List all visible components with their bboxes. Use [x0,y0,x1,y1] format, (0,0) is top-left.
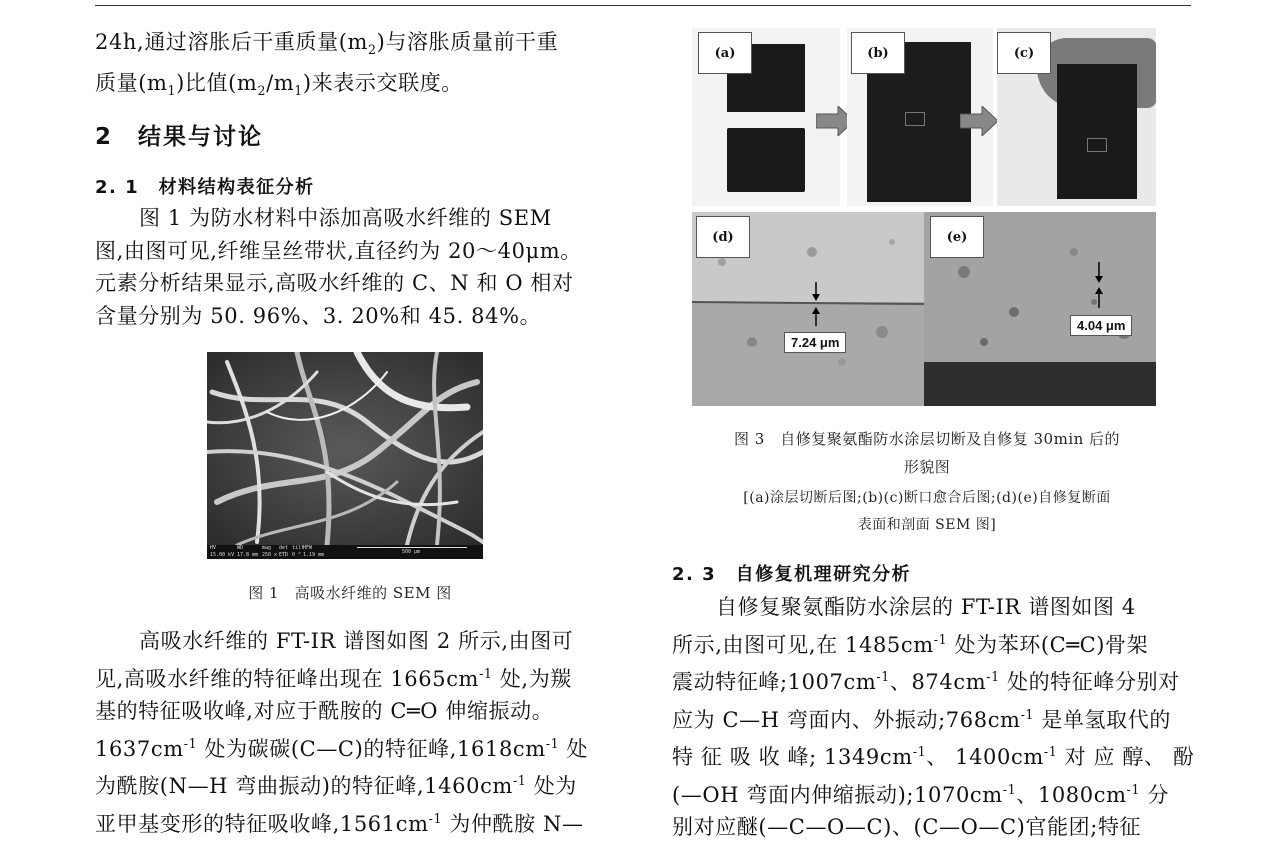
fig3-caption-line2: 形貌图 [903,458,951,476]
sem-scale-bar [357,547,467,548]
measurement-label-e: 4.04 μm [1070,315,1132,336]
panel-b: (b) [847,28,993,206]
paragraph-self-healing: 自修复聚氨酯防水涂层的 FT-IR 谱图如图 4 所示,由图可见,在 $1485cm^{-1}$ 处为苯环(C═C)骨架 震动特征峰$;1007cm^{-1}$、$874cm^{-1}$ 处的特征峰分别对 应为 C—H 弯面内、外振动$;768cm^{-1}$ 是单氢取代的 特 征 吸 收 峰; $1349cm^{-1}$、 $1400cm^{-1}$ 对 应 醇、 酚 (—OH 弯面内伸缩振动)$;1070cm^{-1}$、$1080cm^{-1}$ 分 别对应醚(—C—O—C)、(C—O—C)官能团;特征 [672,595,1195,839]
section-heading: 2 结果与讨论 [95,124,264,150]
subsection-heading-2-3: 2. 3 自修复机理研究分析 [672,564,912,585]
fig3-note-line2: 表面和剖面 SEM 图] [857,517,997,533]
paragraph-fiber-sem: 图 1 为防水材料中添加高吸水纤维的 SEM 图,由图可见,纤维呈丝带状,直径约为 20～40μm。 元素分析结果显示,高吸水纤维的 C、N 和 O 相对 含量分别为 50. 96%、3. 20%和 45. 84%。 [95,206,582,328]
top-rule [95,5,1191,6]
sem-info-bar: HV 15.00 kV WD 17.8 mm mag 250 x det ETD tilt 0 ° HFW 1.19 mm 500 μm [207,545,483,559]
panel-c: (c) [997,28,1156,206]
fig3-note-line1: [(a)涂层切断后图;(b)(c)断口愈合后图;(d)(e)自修复断面 [743,490,1111,506]
panel-e: (e) 4.04 μm [924,212,1156,406]
measurement-label-d: 7.24 μm [784,332,846,353]
paragraph-ftir-fiber: 高吸水纤维的 FT-IR 谱图如图 2 所示,由图可 见,高吸水纤维的特征峰出现在 $1665cm^{-1}$ 处,为羰 基的特征吸收峰,对应于酰胺的 C═O 伸缩振动。 $1637cm^{-1}$ 处为碳碳(C—C)的特征峰$,1618cm^{-1}$ 处 为酰胺(N—H 弯曲振动)的特征峰$,1460cm^{-1}$ 处为 亚甲基变形的特征吸收峰$,1561cm^{-1}$ 为仲酰胺 N— [95,629,589,836]
fig1-sem-image [207,352,483,559]
subsection-heading-2-1: 2. 1 材料结构表征分析 [95,177,315,198]
fig1-caption: 图 1 高吸水纤维的 SEM 图 [248,584,452,602]
arrow-icon [960,106,1000,136]
panel-a: (a) [692,28,840,206]
fig3-caption-line1: 图 3 自修复聚氨酯防水涂层切断及自修复 30min 后的 [733,430,1121,448]
fig3-image [692,28,1156,406]
panel-d: (d) 7.24 μm [692,212,924,406]
intro-paragraph: 24h,通过溶胀后干重质量$(m_2)$与溶胀质量前干重 质量$(m_1)$比值$(m_2/m_1)$来表示交联度。 [95,30,559,98]
